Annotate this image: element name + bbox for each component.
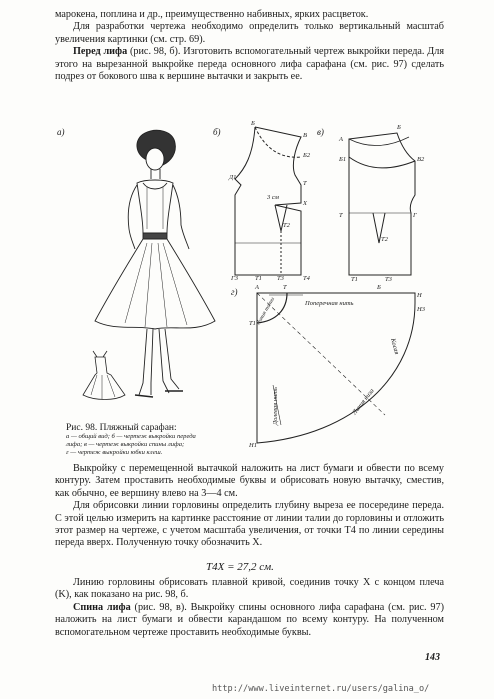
front-label-T3: Т3: [277, 275, 284, 282]
back-paragraph-text: (рис. 98, в). Выкройку спины основного лифа сарафана (см. рис. 97) наложить на лист бумаги и обвести карандашом по всему контуру. На полученном вспомогательном чертеже проставить необходимые буквы.: [55, 601, 445, 638]
text-block-bottom: [55, 463, 444, 550]
skirt-label-B: Б: [377, 284, 381, 291]
back-label-T: Т: [339, 212, 343, 219]
skirt-kosaya-label: Косая: [389, 337, 401, 356]
front-label-V: В: [303, 132, 307, 139]
paragraph-3: Для обрисовки линии горловины определить глубину выреза ее посередине переда. С этой целью измерить на картинке расстояние от линии талии до горловины и отложить этот размер на чертеже, с учетом масштаба увеличения, от точки T4 по линии середины переда вверх. Полученную точку обозначить X.: [55, 500, 444, 549]
back-bodice-pattern: [349, 133, 415, 275]
formula: T4X = 27,2 см.: [206, 561, 274, 573]
skirt-poperech-label: Поперечная нить: [305, 300, 354, 307]
back-paragraph: [55, 602, 444, 639]
paragraph-4: Линию горловины обрисовать плавной кривой, соединив точку X с концом плеча (K), как показано на рис. 98, б.: [55, 577, 444, 601]
front-paragraph: [55, 46, 444, 83]
front-label-T4: Т4: [303, 275, 310, 282]
back-label-T1: Т1: [351, 276, 358, 283]
intro-paragraph: Для разработки чертежа необходимо определить только вертикальный масштаб увеличения картинки (см. стр. 69).: [55, 21, 444, 45]
front-bodice-pattern: [235, 127, 301, 275]
skirt-dolevaya-label: Долевая нить: [272, 387, 279, 425]
pattern-drawings: [55, 120, 455, 455]
panel-v-label: в): [317, 127, 324, 137]
skirt-labels: [248, 284, 426, 449]
caption-line-3: г — чертеж выкройки юбки клеш.: [66, 449, 163, 457]
skirt-label-A: А: [255, 284, 259, 291]
panel-b-label: б): [213, 127, 221, 137]
front-point-labels: [228, 120, 311, 282]
front-label-X: Х: [303, 200, 307, 207]
back-label-T3: Т3: [385, 276, 392, 283]
dress-illustration: [95, 130, 215, 397]
figure-caption: [66, 424, 216, 457]
front-heading: Перед лифа: [73, 46, 128, 58]
footer-url[interactable]: http://www.liveinternet.ru/users/galina_o/: [212, 684, 430, 694]
front-label-T2: Т2: [283, 222, 290, 229]
figure-98: [55, 120, 455, 455]
back-label-A: А: [339, 136, 343, 143]
panel-g-label: г): [231, 287, 238, 297]
front-label-B: Б: [251, 120, 255, 127]
back-label-B: Б: [397, 124, 401, 131]
back-label-V2: В2: [417, 156, 425, 163]
back-label-B1: Б1: [339, 156, 347, 163]
front-label-T1: Т1: [255, 275, 262, 282]
skirt-label-N3: Н3: [417, 306, 425, 313]
back-point-labels: [338, 124, 425, 283]
caption-line-1: а — общий вид; б — чертеж выкройки переда: [66, 433, 196, 441]
paragraph-2: Выкройку с перемещенной вытачкой наложить на лист бумаги и обвести по всему контуру. Затем проставить необходимые буквы и обрисовать новую вытачку, сместив, как обычно, ее вершину влево на 3—4 см.: [55, 463, 444, 499]
back-label-T2: Т2: [381, 236, 388, 243]
page-number: 143: [425, 652, 440, 663]
dress-back-view: [83, 351, 125, 400]
text-block-top: [55, 9, 444, 83]
front-label-T: Т: [303, 180, 307, 187]
skirt-pattern: [257, 293, 415, 443]
back-label-G: Г: [413, 212, 417, 219]
front-label-G3: Г3: [231, 275, 238, 282]
skirt-label-T: Т: [283, 284, 287, 291]
caption-line-2: лифа; в — чертеж выкройки спины лифа;: [66, 441, 185, 449]
intro-line: марокена, поплина и др., преимущественно набивных, ярких расцветок.: [55, 9, 369, 20]
front-label-B2: Б2: [303, 152, 311, 159]
skirt-liniya-talii-label: Линия талии: [255, 296, 277, 326]
skirt-label-N1: Н1: [249, 442, 257, 449]
skirt-label-N: Н: [417, 292, 422, 299]
skirt-label-T1: Т1: [249, 320, 256, 327]
front-dart-shift: 3 см: [267, 194, 279, 201]
back-heading: Спина лифа: [73, 601, 131, 613]
text-block-end: [55, 577, 444, 639]
panel-a-label: а): [57, 127, 65, 137]
front-paragraph-text: (рис. 98, б). Изготовить вспомогательный чертеж выкройки переда. Для этого на вырезанной выкройке переда основного лифа сарафана (см. рис. 97) сделать подрез от бокового шва к вершине вытачки и закрыть ее.: [55, 46, 444, 83]
caption-title: Рис. 98. Пляжный сарафан:: [66, 423, 177, 433]
skirt-liniya-niza-label: Линия низа: [351, 387, 376, 417]
front-label-D1: Д1: [229, 174, 237, 181]
